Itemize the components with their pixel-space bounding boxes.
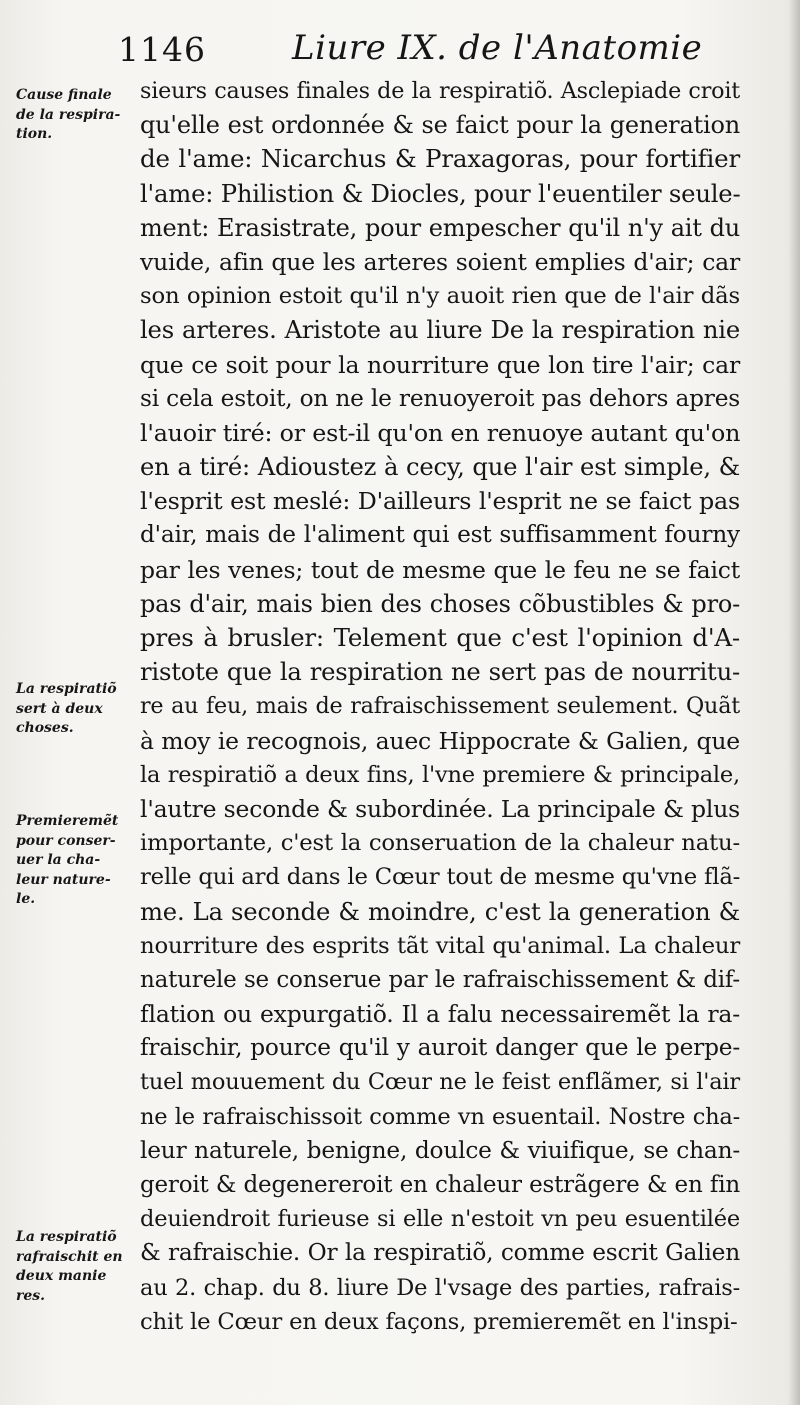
text-line: que ce soit pour la nourriture que lon tire l'air; car	[140, 350, 740, 379]
text-line: deuiendroit furieuse si elle n'estoit vn peu esuentilée	[140, 1206, 740, 1233]
text-line: qu'elle est ordonnée & se faict pour la generation	[140, 111, 740, 140]
margin-note-line: de la respira-	[16, 106, 121, 123]
margin-note-line: rafraischit en	[16, 1248, 123, 1265]
text-line: l'auoir tiré: or est-il qu'on en renuoye autant qu'on	[140, 418, 741, 447]
margin-note-line: sert à deux	[16, 700, 103, 717]
running-title: Liure IX. de l'Anatomie	[292, 28, 703, 68]
text-line: l'esprit est meslé: D'ailleurs l'esprit ne se faict pas	[140, 487, 740, 516]
text-line: relle qui ard dans le Cœur tout de mesme qu'vne flã-	[140, 864, 741, 891]
text-line: importante, c'est la conseruation de la chaleur natu-	[140, 830, 740, 857]
body-text	[140, 74, 740, 1339]
text-line: en a tiré: Adioustez à cecy, que l'air est simple, &	[140, 452, 740, 482]
margin-note-line: pour conser-	[16, 832, 116, 849]
margin-note-cause-finale	[16, 86, 156, 145]
text-line: nourriture des esprits tãt vital qu'animal. La chaleur	[140, 932, 740, 959]
text-line: pas d'air, mais bien des choses cõbustibles & pro-	[140, 589, 740, 618]
text-line: ne le rafraischissoit comme vn esuentail. Nostre cha-	[140, 1103, 740, 1130]
text-line: & rafraischie. Or la respiratiõ, comme escrit Galien	[140, 1239, 740, 1267]
text-line: ment: Erasistrate, pour empescher qu'il n'y ait du	[140, 213, 740, 242]
margin-note-line: La respiratiõ	[16, 681, 117, 697]
margin-note-line: tion.	[16, 126, 53, 142]
text-line: par les venes; tout de mesme que le feu ne se faict	[140, 555, 740, 584]
margin-note-line: le.	[16, 891, 36, 907]
margin-note-premierement	[16, 812, 156, 910]
text-line: au 2. chap. du 8. liure De l'vsage des parties, rafrais-	[140, 1274, 740, 1301]
margin-note-line: uer la cha-	[16, 852, 101, 868]
text-line: d'air, mais de l'aliment qui est suffisamment fourny	[140, 521, 740, 549]
text-line: re au feu, mais de rafraischissement seulement. Quãt	[140, 693, 740, 720]
text-line: à moy ie recognois, auec Hippocrate & Galien, que	[140, 726, 740, 755]
margin-note-deux-manieres	[16, 1228, 156, 1306]
text-line: leur naturele, benigne, doulce & viuifique, se chan-	[140, 1136, 740, 1164]
margin-note-line: choses.	[16, 720, 74, 736]
margin-note-line: deux manie	[16, 1268, 107, 1284]
text-line: naturele se conserue par le rafraischissement & dif-	[140, 966, 740, 993]
text-line: son opinion estoit qu'il n'y auoit rien que de l'air dãs	[140, 283, 740, 310]
margin-note-deux-choses	[16, 680, 156, 739]
text-line: de l'ame: Nicarchus & Praxagoras, pour fortifier	[140, 144, 740, 174]
text-line: pres à brusler: Telement que c'est l'opinion d'A-	[140, 623, 740, 652]
page-header	[0, 22, 800, 72]
text-line: l'ame: Philistion & Diocles, pour l'euentiler seule-	[140, 178, 741, 208]
text-line: vuide, afin que les arteres soient emplies d'air; car	[140, 247, 740, 276]
page-number: 1146	[118, 30, 206, 69]
text-line: chit le Cœur en deux façons, premieremẽt en l'inspi-	[140, 1308, 738, 1335]
text-line: sieurs causes finales de la respiratiõ. Asclepiade croit	[140, 78, 740, 104]
text-line: tuel mouuement du Cœur ne le feist enflãmer, si l'air	[140, 1069, 740, 1096]
text-line: me. La seconde & moindre, c'est la generation &	[140, 896, 740, 926]
margin-note-line: Premieremẽt	[16, 813, 119, 829]
text-line: geroit & degenereroit en chaleur estrãgere & en fin	[140, 1172, 740, 1198]
text-line: l'autre seconde & subordinée. La principale & plus	[140, 794, 740, 823]
text-line: flation ou expurgatiõ. Il a falu necessairemẽt la ra-	[140, 1000, 740, 1029]
margin-note-line: leur nature-	[16, 871, 111, 888]
text-line: les arteres. Aristote au liure De la respiration nie	[140, 315, 740, 345]
page-edge-shadow	[788, 0, 800, 1405]
text-line: la respiratiõ a deux fins, l'vne premiere & principale,	[140, 761, 740, 788]
text-line: fraischir, pource qu'il y auroit danger que le perpe-	[140, 1034, 740, 1062]
margin-note-line: res.	[16, 1287, 46, 1304]
text-line: ristote que la respiration ne sert pas de nourritu-	[140, 657, 740, 687]
margin-note-line: Cause finale	[16, 87, 112, 103]
margin-note-line: La respiratiõ	[16, 1229, 117, 1245]
text-line: si cela estoit, on ne le renuoyeroit pas dehors apres	[140, 384, 740, 412]
